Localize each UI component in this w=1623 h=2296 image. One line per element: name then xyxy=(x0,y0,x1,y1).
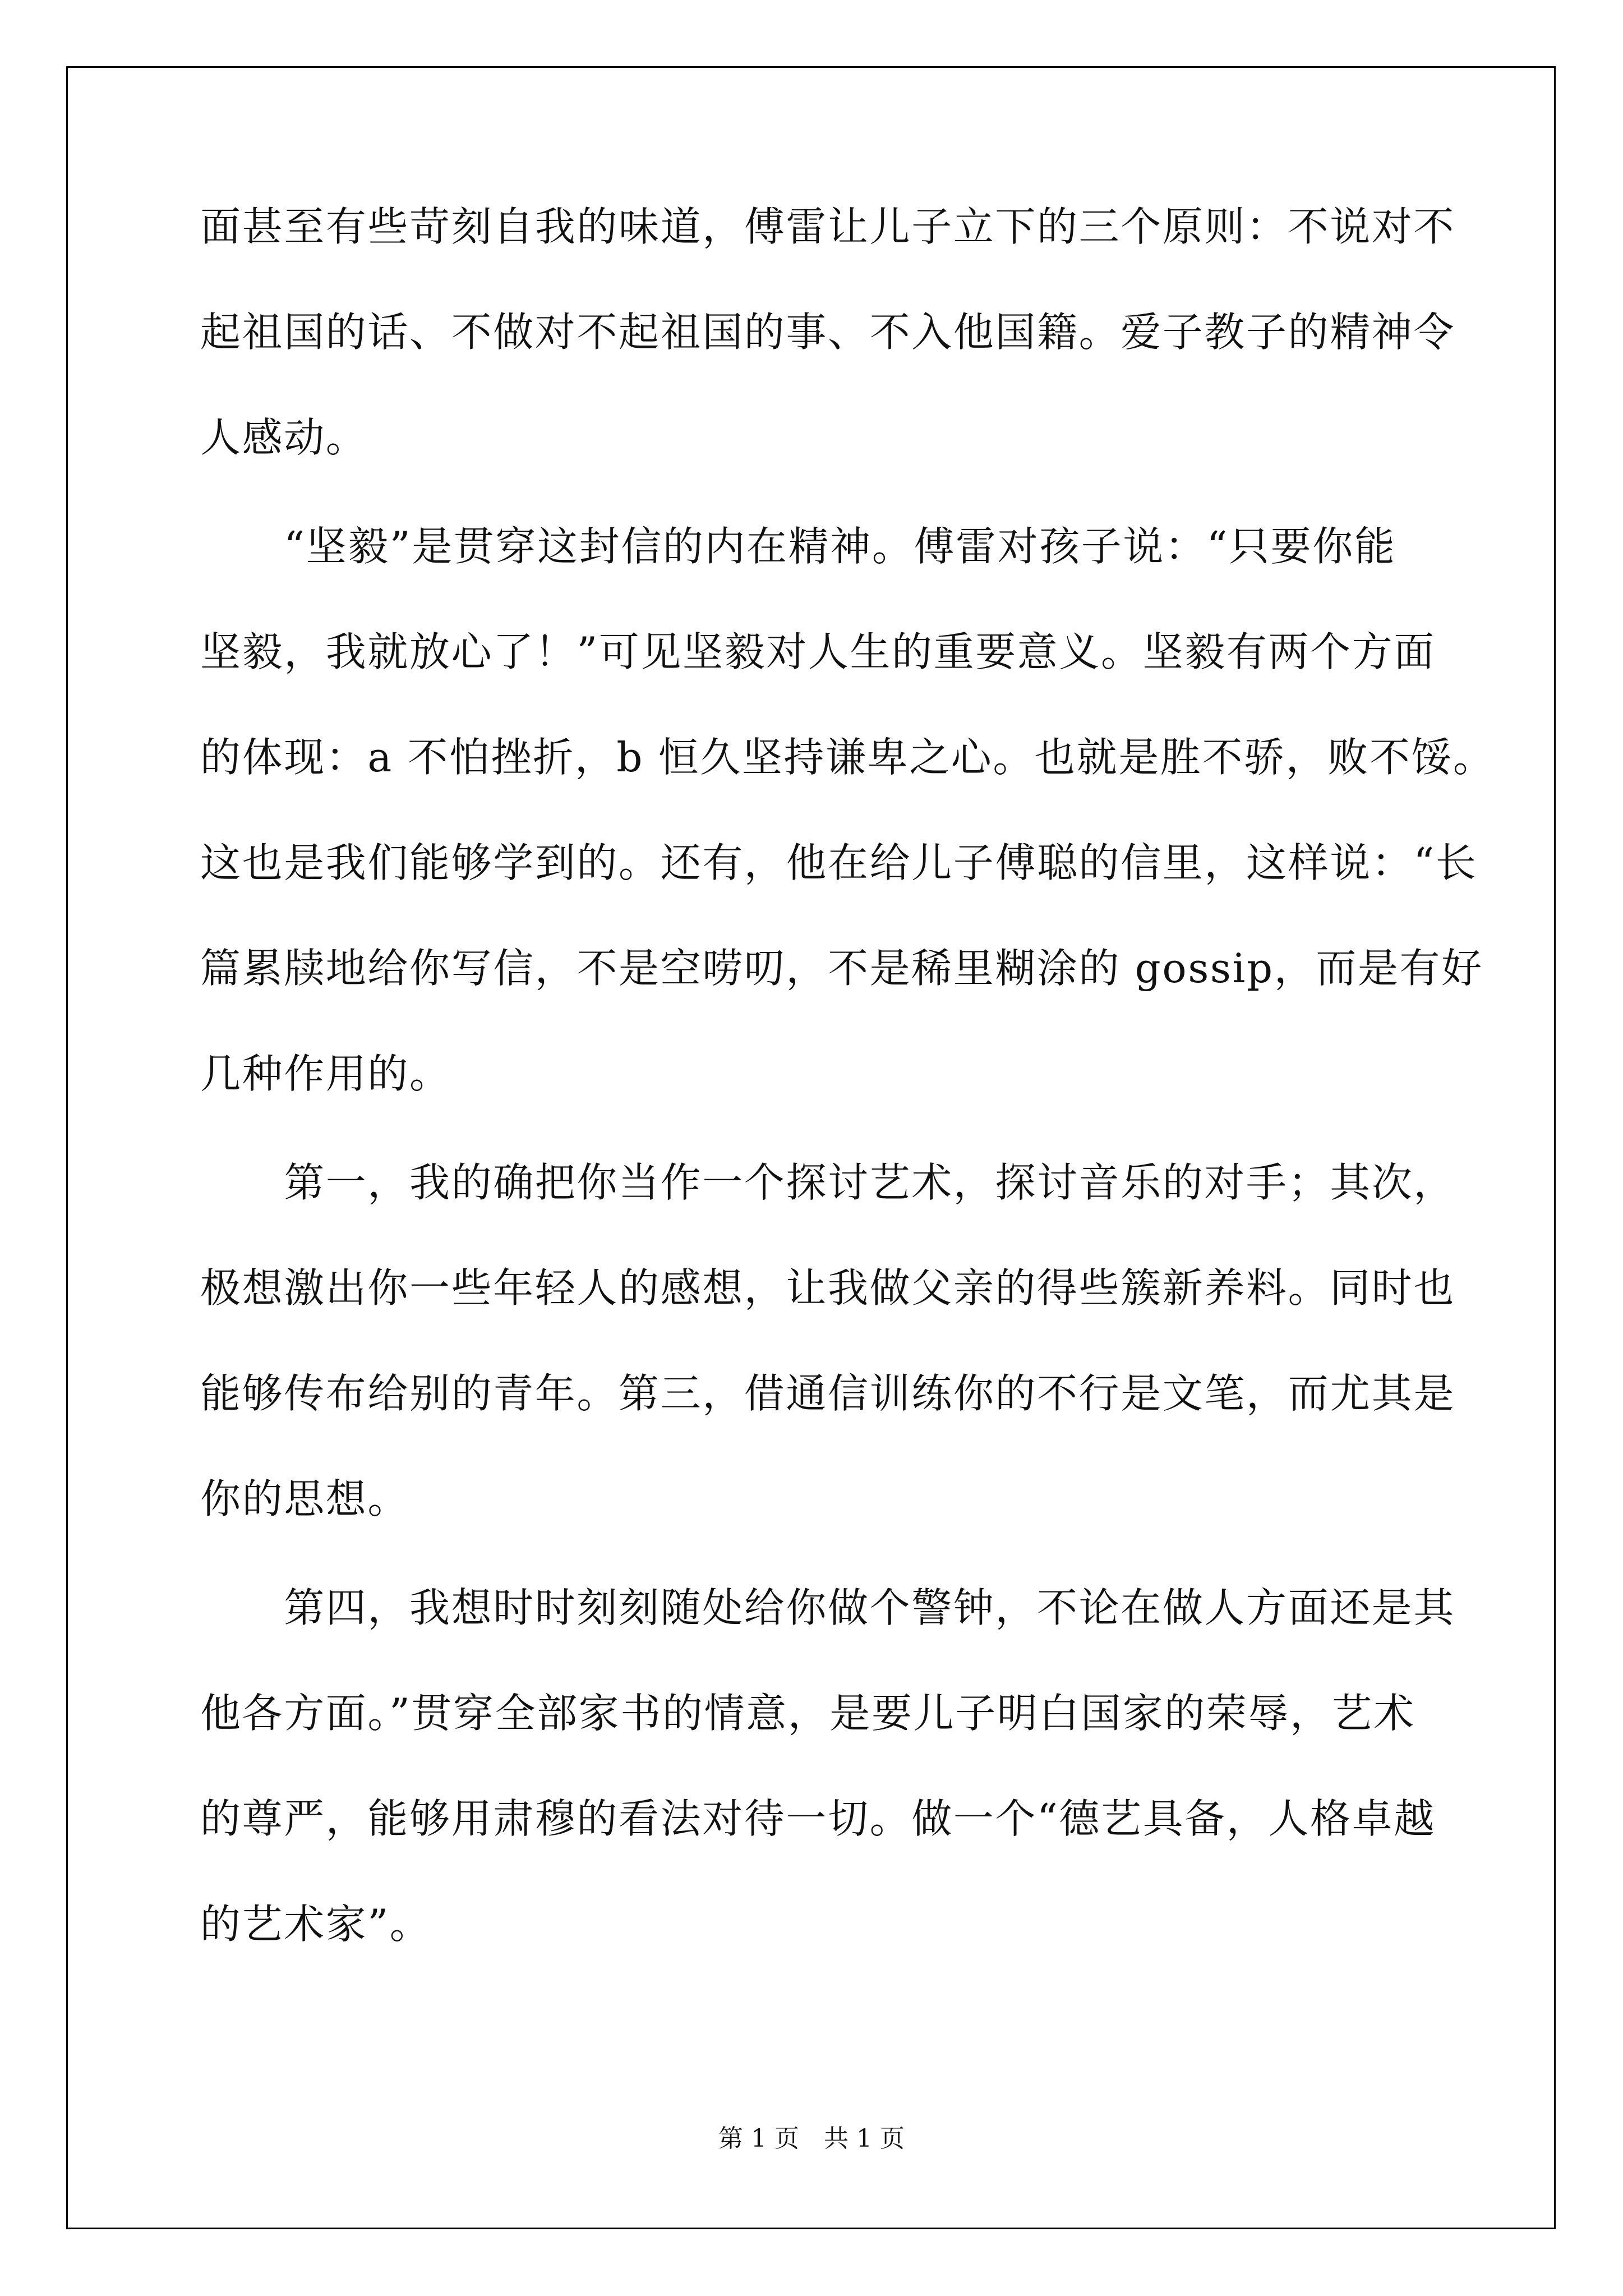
text-line: 的艺术家”。 xyxy=(200,1901,432,1948)
page-number: 第 1 页 共 1 页 xyxy=(718,2124,905,2153)
text-line: 面甚至有些苛刻自我的味道，傅雷让儿子立下的三个原则：不说对不 xyxy=(200,203,1456,250)
text-line: 的体现：a 不怕挫折，b 恒久坚持谦卑之心。也就是胜不骄，败不馁。 xyxy=(200,734,1495,781)
text-line: 几种作用的。 xyxy=(200,1050,451,1097)
text-line: “坚毅”是贯穿这封信的内在精神。傅雷对孩子说：“只要你能 xyxy=(200,523,1396,570)
text-line: 坚毅，我就放心了！”可见坚毅对人生的重要意义。坚毅有两个方面 xyxy=(200,628,1436,675)
text-line: 第四，我想时时刻刻随处给你做个警钟，不论在做人方面还是其 xyxy=(200,1584,1456,1631)
text-line: 你的思想。 xyxy=(200,1475,410,1522)
text-line: 极想激出你一些年轻人的感想，让我做父亲的得些簇新养料。同时也 xyxy=(200,1264,1456,1312)
text-line: 能够传布给别的青年。第三，借通信训练你的不行是文笔，而尤其是 xyxy=(200,1370,1456,1417)
text-line: 起祖国的话、不做对不起祖国的事、不入他国籍。爱子教子的精神令 xyxy=(200,309,1456,356)
text-line: 的尊严，能够用肃穆的看法对待一切。做一个“德艺具备，人格卓越 xyxy=(200,1795,1436,1842)
text-line: 篇累牍地给你写信，不是空唠叨，不是稀里糊涂的 gossip，而是有好 xyxy=(200,945,1483,992)
text-line: 他各方面。”贯穿全部家书的情意，是要儿子明白国家的荣辱，艺术 xyxy=(200,1690,1415,1737)
text-line: 这也是我们能够学到的。还有，他在给儿子傅聪的信里，这样说：“长 xyxy=(200,839,1478,886)
text-line: 第一，我的确把你当作一个探讨艺术，探讨音乐的对手；其次， xyxy=(200,1159,1456,1206)
text-line: 人感动。 xyxy=(200,414,368,461)
